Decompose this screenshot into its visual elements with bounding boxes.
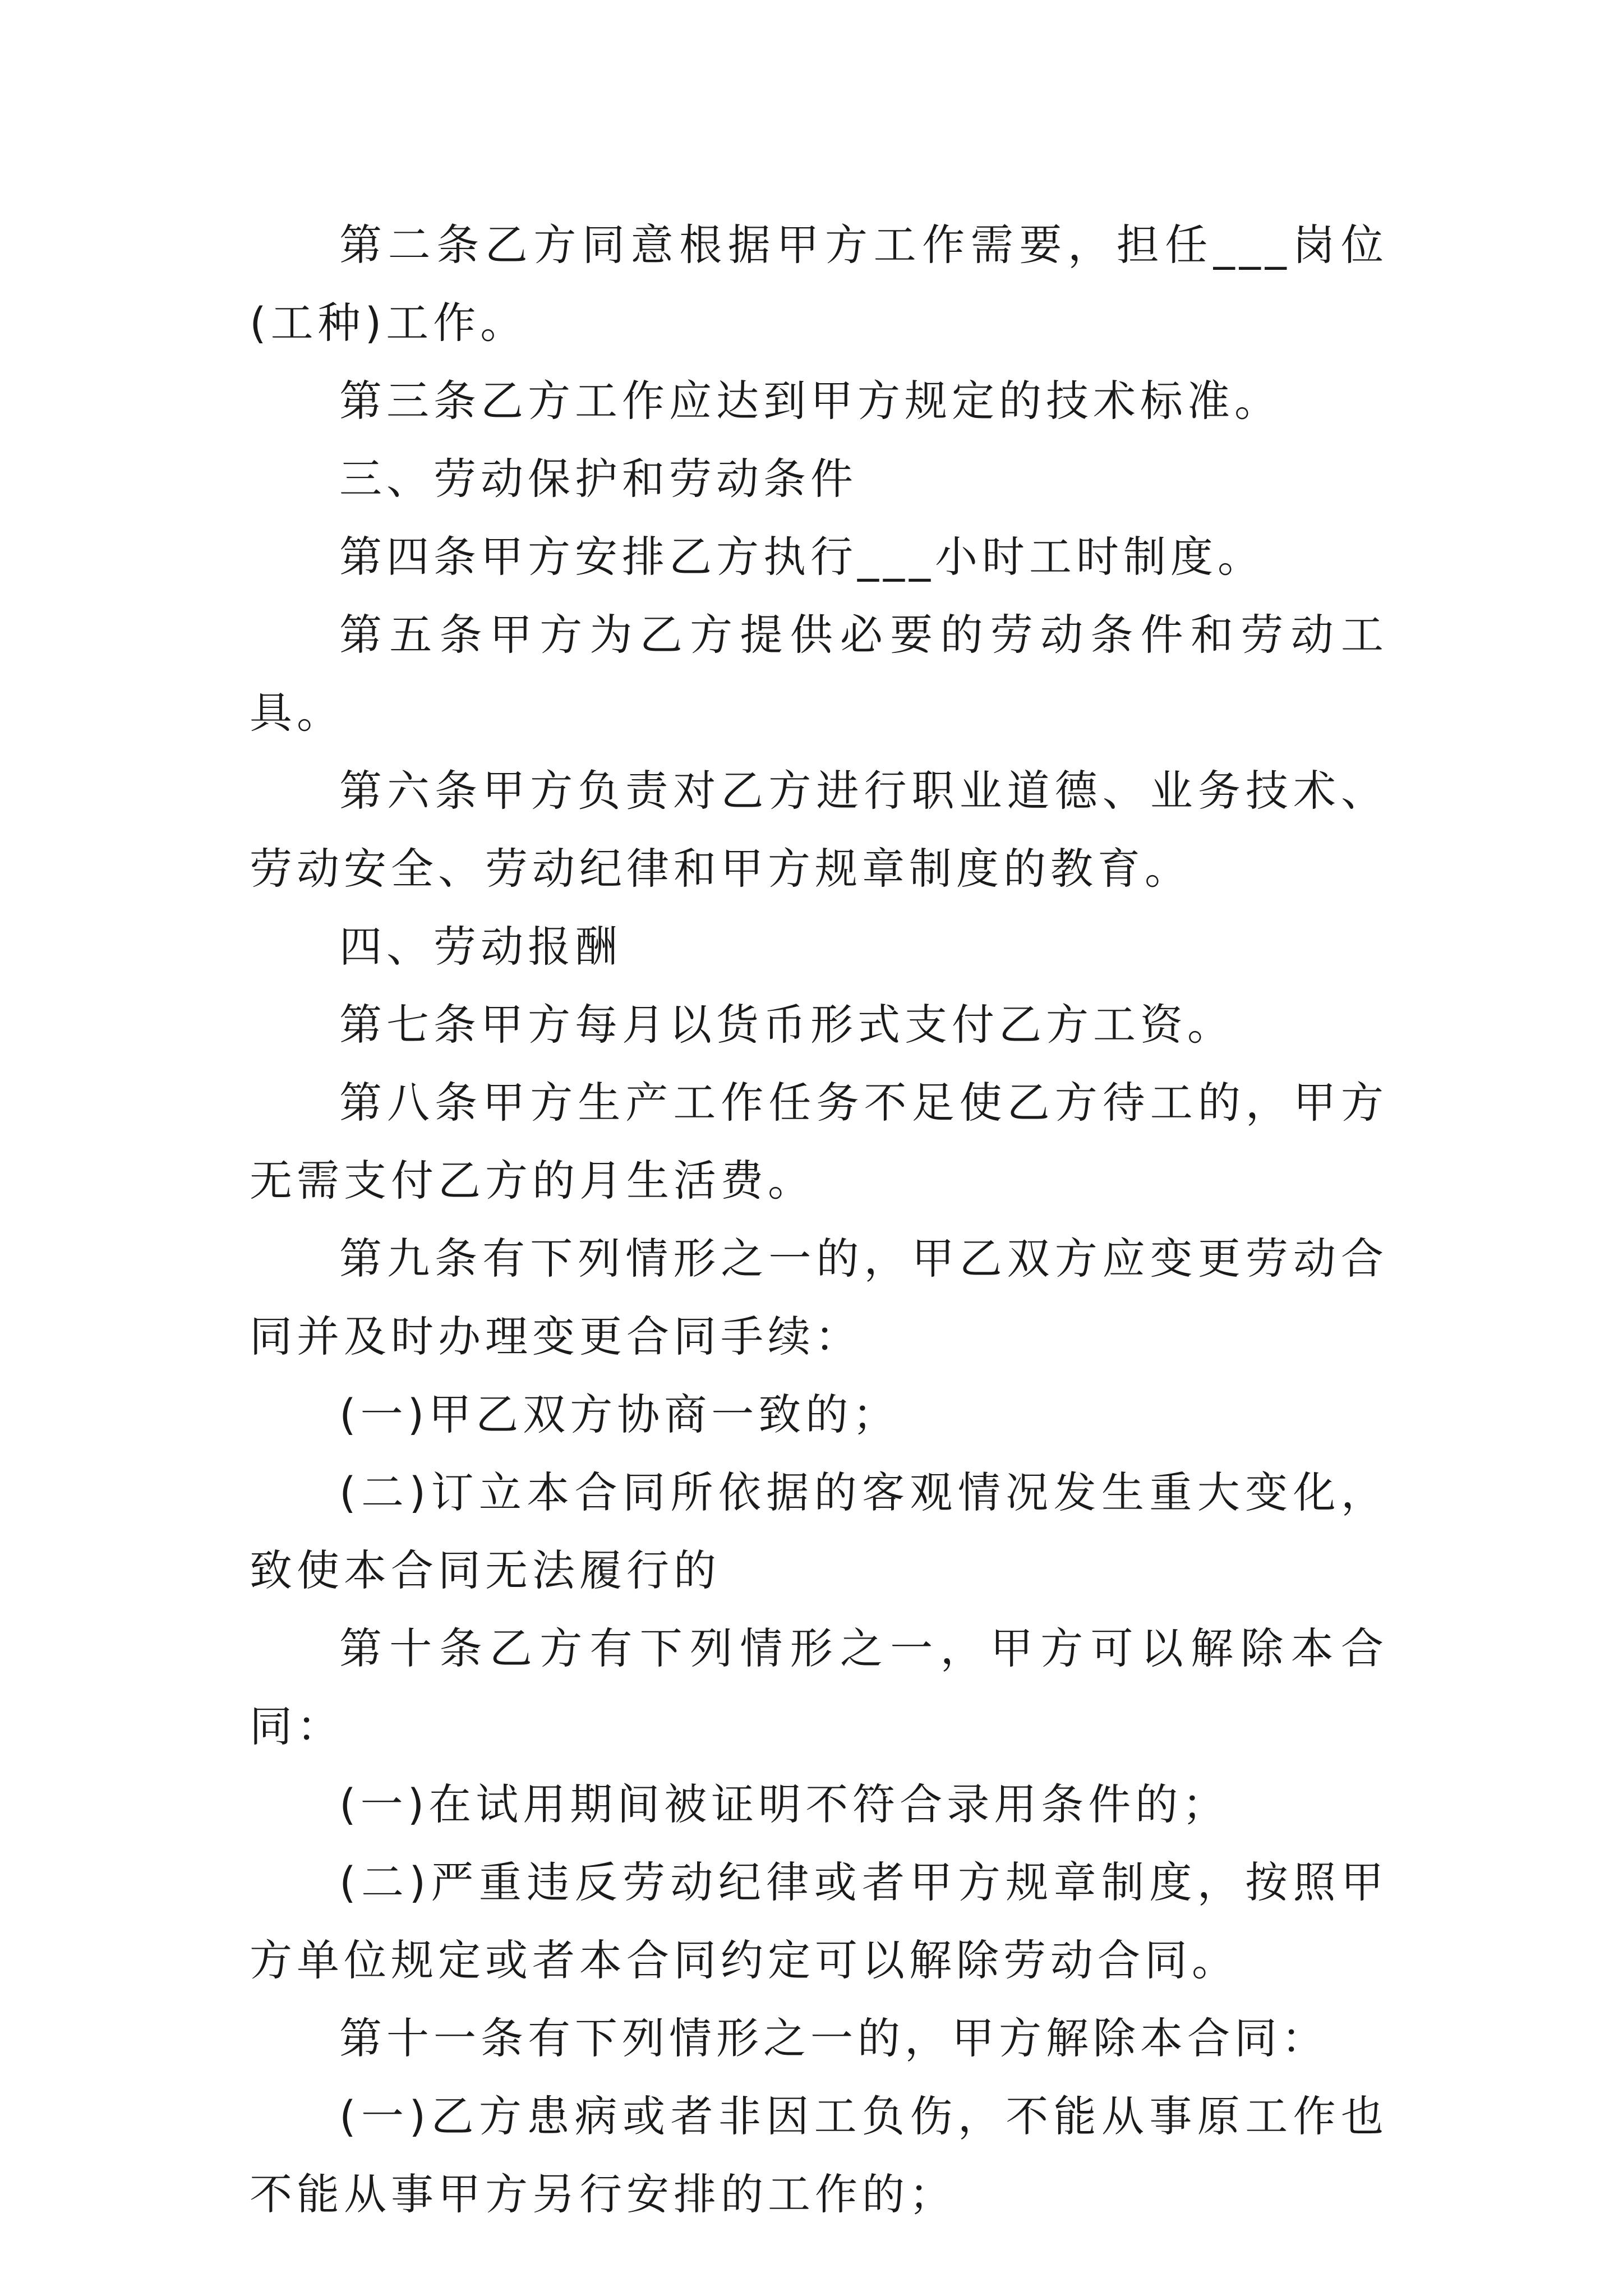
list-item: (一)在试用期间被证明不符合录用条件的； [339, 1779, 1230, 1829]
list-item: (二)订立本合同所依据的客观情况发生重大变化，致使本合同无法履行的 [250, 1467, 1388, 1595]
paragraph: 第九条有下列情形之一的，甲乙双方应变更劳动合同并及时办理变更合同手续： [250, 1234, 1388, 1361]
paragraph: 第十条乙方有下列情形之一，甲方可以解除本合同： [250, 1623, 1388, 1751]
section-heading: 三、劳动保护和劳动条件 [339, 454, 857, 504]
list-item: (一)乙方患病或者非因工负伤，不能从事原工作也不能从事甲方另行安排的工作的； [250, 2091, 1388, 2219]
paragraph: 第七条甲方每月以货币形式支付乙方工资。 [339, 1000, 1234, 1050]
section-heading: 四、劳动报酬 [339, 922, 622, 972]
paragraph: 第六条甲方负责对乙方进行职业道德、业务技术、劳动安全、劳动纪律和甲方规章制度的教育。 [250, 766, 1388, 894]
paragraph: 第四条甲方安排乙方执行___小时工时制度。 [339, 532, 1265, 582]
paragraph: 第八条甲方生产工作任务不足使乙方待工的，甲方无需支付乙方的月生活费。 [250, 1078, 1388, 1205]
paragraph: 第十一条有下列情形之一的，甲方解除本合同： [339, 2013, 1329, 2063]
list-item: (一)甲乙双方协商一致的； [339, 1389, 900, 1439]
document-body [250, 206, 1388, 2233]
paragraph: 第二条乙方同意根据甲方工作需要，担任___岗位(工种)工作。 [250, 220, 1388, 348]
list-item: (二)严重违反劳动纪律或者甲方规章制度，按照甲方单位规定或者本合同约定可以解除劳动合同。 [250, 1857, 1388, 1985]
paragraph: 第三条乙方工作应达到甲方规定的技术标准。 [339, 376, 1281, 426]
paragraph: 第五条甲方为乙方提供必要的劳动条件和劳动工具。 [250, 610, 1388, 738]
